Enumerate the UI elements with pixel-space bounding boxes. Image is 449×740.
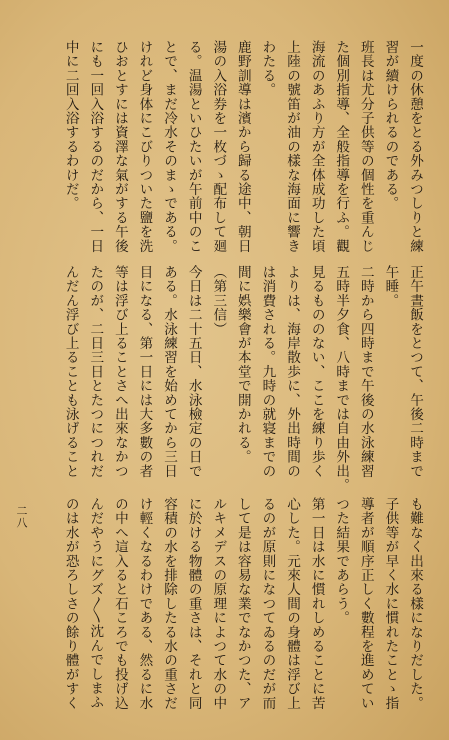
text-line: る。温湯といひたいが午前中のこ [185, 40, 202, 253]
text-line: のは水が恐ろしさの餘り體がすく [62, 497, 79, 710]
text-block-bottom [58, 497, 427, 722]
section-heading: （第三信） [210, 265, 227, 336]
text-line: は消費される。九時の就寝までの [259, 265, 276, 478]
text-line: 見るもののない、ここを練り歩く [308, 265, 325, 478]
text-line: つた結果であらう。 [333, 497, 350, 625]
text-line: 正午晝飯をとつて、午後二時まで [407, 265, 423, 478]
text-block-top [58, 40, 427, 265]
text-line: に於ける物體の重さは、それと同 [185, 497, 202, 710]
text-line: 導者が順序正しく數程を進めてい [357, 497, 374, 710]
text-line: 鹿野訓導は濱から歸る途中、朝日 [234, 40, 251, 253]
text-line: 上陸の號笛が油の樣な海面に響き [284, 40, 301, 253]
text-line: とで、まだ冷水そのまゝである。 [161, 40, 178, 253]
text-line: 班長は尤分子供等の個性を重んじ [357, 40, 374, 253]
text-line: 海流のあふり方が全体成功した頃 [308, 40, 325, 253]
text-line: 一度の休憩をとる外みつしりと練 [407, 40, 423, 253]
text-line: 子供等が早く水に慣れたことゝ指 [382, 497, 399, 710]
text-line: け輕くなるわけである、然るに水 [136, 497, 153, 710]
text-line: の中へ這入ると石ころでも投げ込 [111, 497, 128, 710]
text-line: たのが、二日三日とたつにつれだ [87, 265, 104, 478]
text-line: 今日は二十五日、水泳檢定の日で [185, 265, 202, 478]
text-line: にも一回入浴するのだから、一日 [87, 40, 104, 253]
text-line: 中に二回入浴するわけだ。 [62, 40, 79, 211]
text-line: 目になる、第一日には大多數の者 [136, 265, 153, 478]
text-line: 容積の水を排除したる水の重さだ [161, 497, 178, 710]
text-block-middle [58, 265, 427, 493]
page-number: 二八 [15, 505, 28, 529]
text-line: た個別指導、全般指導を行ふ。觀 [333, 40, 350, 253]
text-line: 五時半夕食、八時までは自由外出。 [333, 265, 350, 493]
text-line: よりは、海岸散歩に、外出時間の [284, 265, 301, 478]
text-line: 習が續けられるのである。 [382, 40, 399, 211]
text-line: 二時から四時まで午後の水泳練習 [357, 265, 374, 478]
text-line: 間に娯樂會が本堂で開かれる。 [234, 265, 251, 464]
text-line: 午睡。 [382, 265, 399, 308]
text-line: も難なく出來る樣になりだした。 [407, 497, 423, 710]
text-line: ある。水泳練習を始めてから三日 [161, 265, 178, 478]
text-line: ルキメデスの原理によつて水の中 [210, 497, 227, 710]
text-line: わたる。 [259, 40, 276, 97]
text-line: るのが原則になつてゐるのだが而 [259, 497, 276, 710]
text-line: けれど身体にこびりついた鹽を洗 [136, 40, 153, 253]
text-line: 心した。元來人間の身體は浮び上 [284, 497, 301, 710]
text-line: 湯の入浴券を一枚づゝ配布して廻 [210, 40, 227, 253]
text-line: んだん浮び上ることも泳げること [62, 265, 79, 478]
text-line: して是は容易な業でなかつた、ア [234, 497, 251, 710]
text-line: 等は浮び上ることさへ出來なかつ [111, 265, 128, 478]
text-line: ひおとすには資澤な氣がする午後 [111, 40, 128, 253]
text-line: んだやうにグズ〳〵沈んでしまふ [87, 497, 104, 710]
text-line: 第一日は水に慣れしめることに苦 [308, 497, 325, 710]
